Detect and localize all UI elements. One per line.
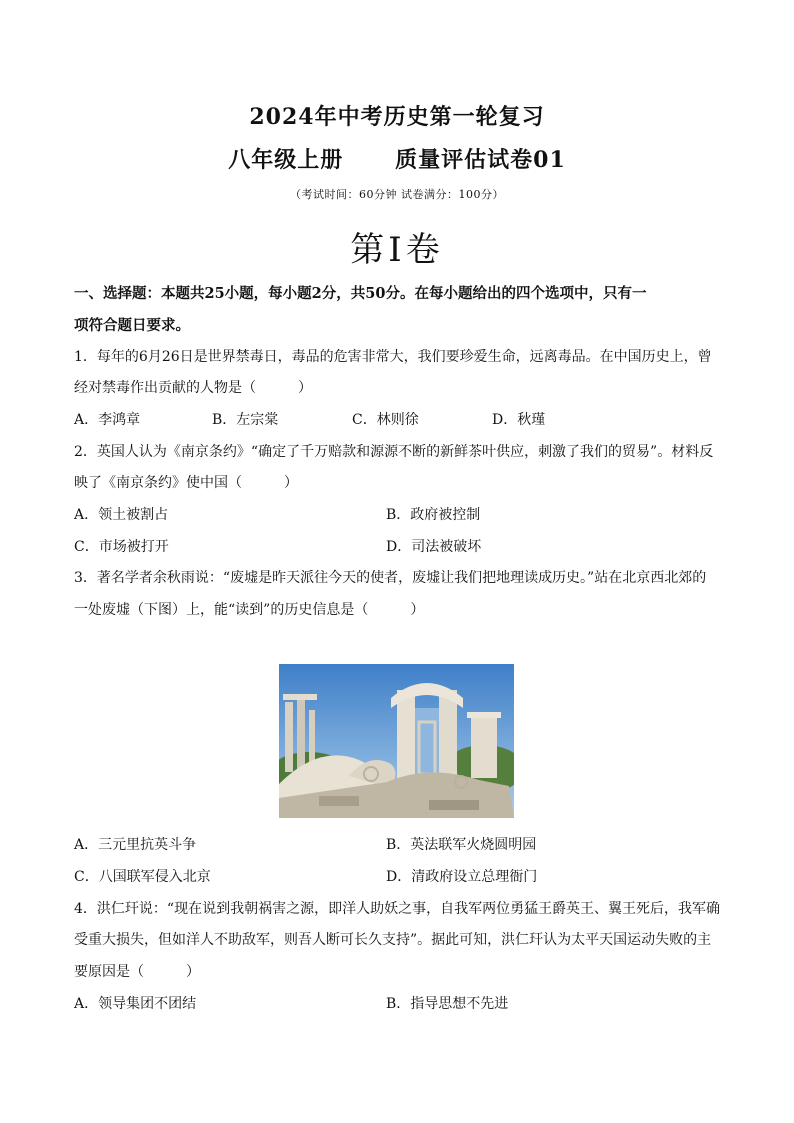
question-2-option-b: B．政府被控制	[386, 507, 481, 523]
question-1-option-c: C．林则徐	[352, 412, 419, 428]
question-2-option-a: A．领土被割占	[74, 507, 169, 523]
question-2-line2: 映了《南京条约》使中国（ ）	[74, 475, 298, 491]
section-heading-line2: 项符合题日要求。	[74, 317, 190, 334]
question-3-option-d: D．清政府设立总理衙门	[386, 869, 538, 885]
question-4-option-b: B．指导思想不先进	[386, 996, 509, 1012]
question-1-option-a: A．李鸿章	[74, 412, 141, 428]
question-1-option-d: D．秋瑾	[492, 412, 546, 428]
question-2-line1: 2．英国人认为《南京条约》“确定了千万赔款和源源不断的新鲜茶叶供应，刺激了我们的贸易”。材料反	[74, 444, 714, 460]
question-3-option-c: C．八国联军侵入北京	[74, 869, 211, 885]
exam-subtitle: 八年级上册 质量评估试卷01	[228, 147, 566, 173]
question-3-line2: 一处废墟（下图）上，能“读到”的历史信息是（ ）	[74, 602, 425, 618]
question-1-option-b: B．左宗棠	[212, 412, 279, 428]
question-3-option-a: A．三元里抗英斗争	[74, 837, 197, 853]
question-3-line1: 3．著名学者余秋雨说：“废墟是昨天派往今天的使者，废墟让我们把地理读成历史。”站在北京西北郊的	[74, 570, 707, 586]
exam-time-note: （考试时间：60分钟 试卷满分：100分）	[290, 188, 504, 201]
question-3-option-b: B．英法联军火烧圆明园	[386, 837, 537, 853]
exam-title: 2024年中考历史第一轮复习	[249, 104, 545, 130]
question-4-line3: 要原因是（ ）	[74, 964, 200, 980]
volume-heading: 第Ⅰ卷	[350, 230, 444, 270]
question-2-option-c: C．市场被打开	[74, 539, 169, 555]
question-4-option-a: A．领导集团不团结	[74, 996, 197, 1012]
section-heading-line1: 一、选择题：本题共25小题，每小题2分，共50分。在每小题给出的四个选项中，只有一	[74, 285, 647, 302]
question-1-line1: 1．每年的6月26日是世界禁毒日，毒品的危害非常大，我们要珍爱生命，远离毒品。在中国历史上，曾	[74, 349, 712, 365]
ruins-photo	[279, 664, 514, 818]
question-4-line2: 受重大损失，但如洋人不助敌军，则吾人断可长久支持”。据此可知，洪仁玕认为太平天国运动失败的主	[74, 932, 712, 948]
ruins-illustration	[279, 664, 514, 818]
question-1-line2: 经对禁毒作出贡献的人物是（ ）	[74, 380, 312, 396]
question-4-line1: 4．洪仁玕说：“现在说到我朝祸害之源，即洋人助妖之事，自我军两位勇猛王爵英王、翼王死后，我军确	[74, 901, 721, 917]
question-2-option-d: D．司法被破坏	[386, 539, 482, 555]
